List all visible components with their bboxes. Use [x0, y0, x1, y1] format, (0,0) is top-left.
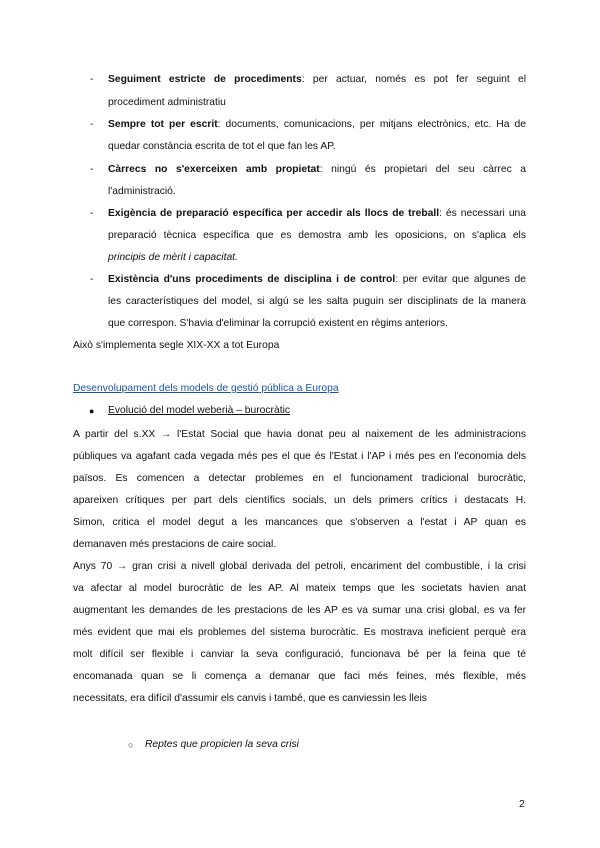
- after-list-text: Això s'implementa segle XIX-XX a tot Europa: [73, 340, 280, 351]
- list-item-1-line-2: procediment administratiu: [108, 97, 226, 108]
- paragraph-1-line: països. Es comencen a detectar problemes en el funcionament tradicional burocràtic,: [73, 473, 526, 484]
- list-item-4-title: Exigència de preparació específica per accedir als llocs de treball: [108, 208, 440, 219]
- paragraph-2-line: necessitats, era difícil d'assumir els canvis i també, que es canviessin les lleis: [73, 693, 427, 704]
- list-dash: -: [90, 208, 94, 219]
- paragraph-1-line: Simon, critica el model degut a les mancances que s'observen a l'estat i AP quan es: [73, 517, 526, 528]
- sub-bullet-text: Reptes que propicien la seva crisi: [145, 739, 299, 750]
- list-dash: -: [90, 119, 94, 130]
- list-item-3-title: Càrrecs no s'exerceixen amb propietat: [108, 164, 320, 175]
- list-item-4-line-2: preparació tècnica específica que es demostra amb les oposicions, on s'aplica els: [108, 230, 526, 241]
- paragraph-2-line: encomanada quan se li comença a demanar que faci més feines, més flexible, més: [73, 671, 526, 682]
- list-item-2-line-1: Sempre tot per escrit: documents, comunicacions, per mitjans electrònics, etc. Ha de: [108, 119, 526, 130]
- section-heading: Desenvolupament dels models de gestió pública a Europa: [73, 383, 339, 394]
- list-dash: -: [90, 164, 94, 175]
- sub-heading: Evolució del model weberià – burocràtic: [108, 405, 291, 416]
- page-number: 2: [519, 798, 525, 810]
- paragraph-1-line: A partir del s.XX → l'Estat Social que havia donat peu al naixement de les administracions: [73, 429, 526, 440]
- list-item-4-line-3: principis de mèrit i capacitat.: [108, 252, 238, 263]
- list-item-1-title: Seguiment estricte de procediments: [108, 74, 302, 85]
- list-item-3-line-2: l'administració.: [108, 186, 176, 197]
- list-item-5-line-1: Existència d'uns procediments de disciplina i de control: per evitar que algunes de: [108, 274, 527, 285]
- paragraph-2-line: va afectar al model burocràtic de les AP. Al mateix temps que les societats havien anat: [73, 583, 526, 594]
- list-item-5-line-3: que correspon. S'havia d'eliminar la corrupció existent en règims anteriors.: [108, 318, 448, 329]
- paragraph-2-line: molt difícil ser flexible i canviar la seva configuració, funcionava bé per la feina que té: [73, 649, 526, 660]
- list-item-5-title: Existència d'uns procediments de disciplina i de control: [108, 274, 396, 285]
- list-item-5-line-2: les característiques del model, si algú se les salta puguin ser disciplinats de la manera: [108, 296, 526, 307]
- paragraph-2-line: augmentant les demandes de les prestacions de les AP es va sumar una crisi global, es va fer: [73, 605, 526, 616]
- hollow-bullet-icon: ○: [128, 740, 134, 750]
- paragraph-1-line: demanaven més prestacions de caire social.: [73, 539, 277, 550]
- list-dash: -: [90, 274, 94, 285]
- list-item-1-line-1: Seguiment estricte de procediments: per actuar, només es pot fer seguint el: [108, 74, 526, 85]
- list-dash: -: [90, 74, 94, 85]
- list-item-4-line-1: Exigència de preparació específica per accedir als llocs de treball: és necessari una: [108, 208, 526, 219]
- bullet-icon: ●: [89, 406, 95, 416]
- paragraph-2-line: Anys 70 → gran crisi a nivell global derivada del petroli, encariment del combustible, i la crisi: [73, 561, 526, 572]
- paragraph-1-line: públiques va agafant cada vegada més pes el que és l'Estat i l'AP i més pes en l'economia dels: [73, 451, 526, 462]
- list-item-3-line-1: Càrrecs no s'exerceixen amb propietat: ningú és propietari del seu càrrec a: [108, 164, 526, 175]
- list-item-2-line-2: quedar constància escrita de tot el que fan les AP.: [108, 141, 336, 152]
- paragraph-1-line: apareixen crítiques per part dels científics socials, un dels primers crítics i destacats H.: [73, 495, 526, 506]
- list-item-2-title: Sempre tot per escrit: [108, 119, 218, 130]
- paragraph-2-line: més evident que mai els problemes del sistema burocràtic. Es mostrava ineficient perquè era: [73, 627, 526, 638]
